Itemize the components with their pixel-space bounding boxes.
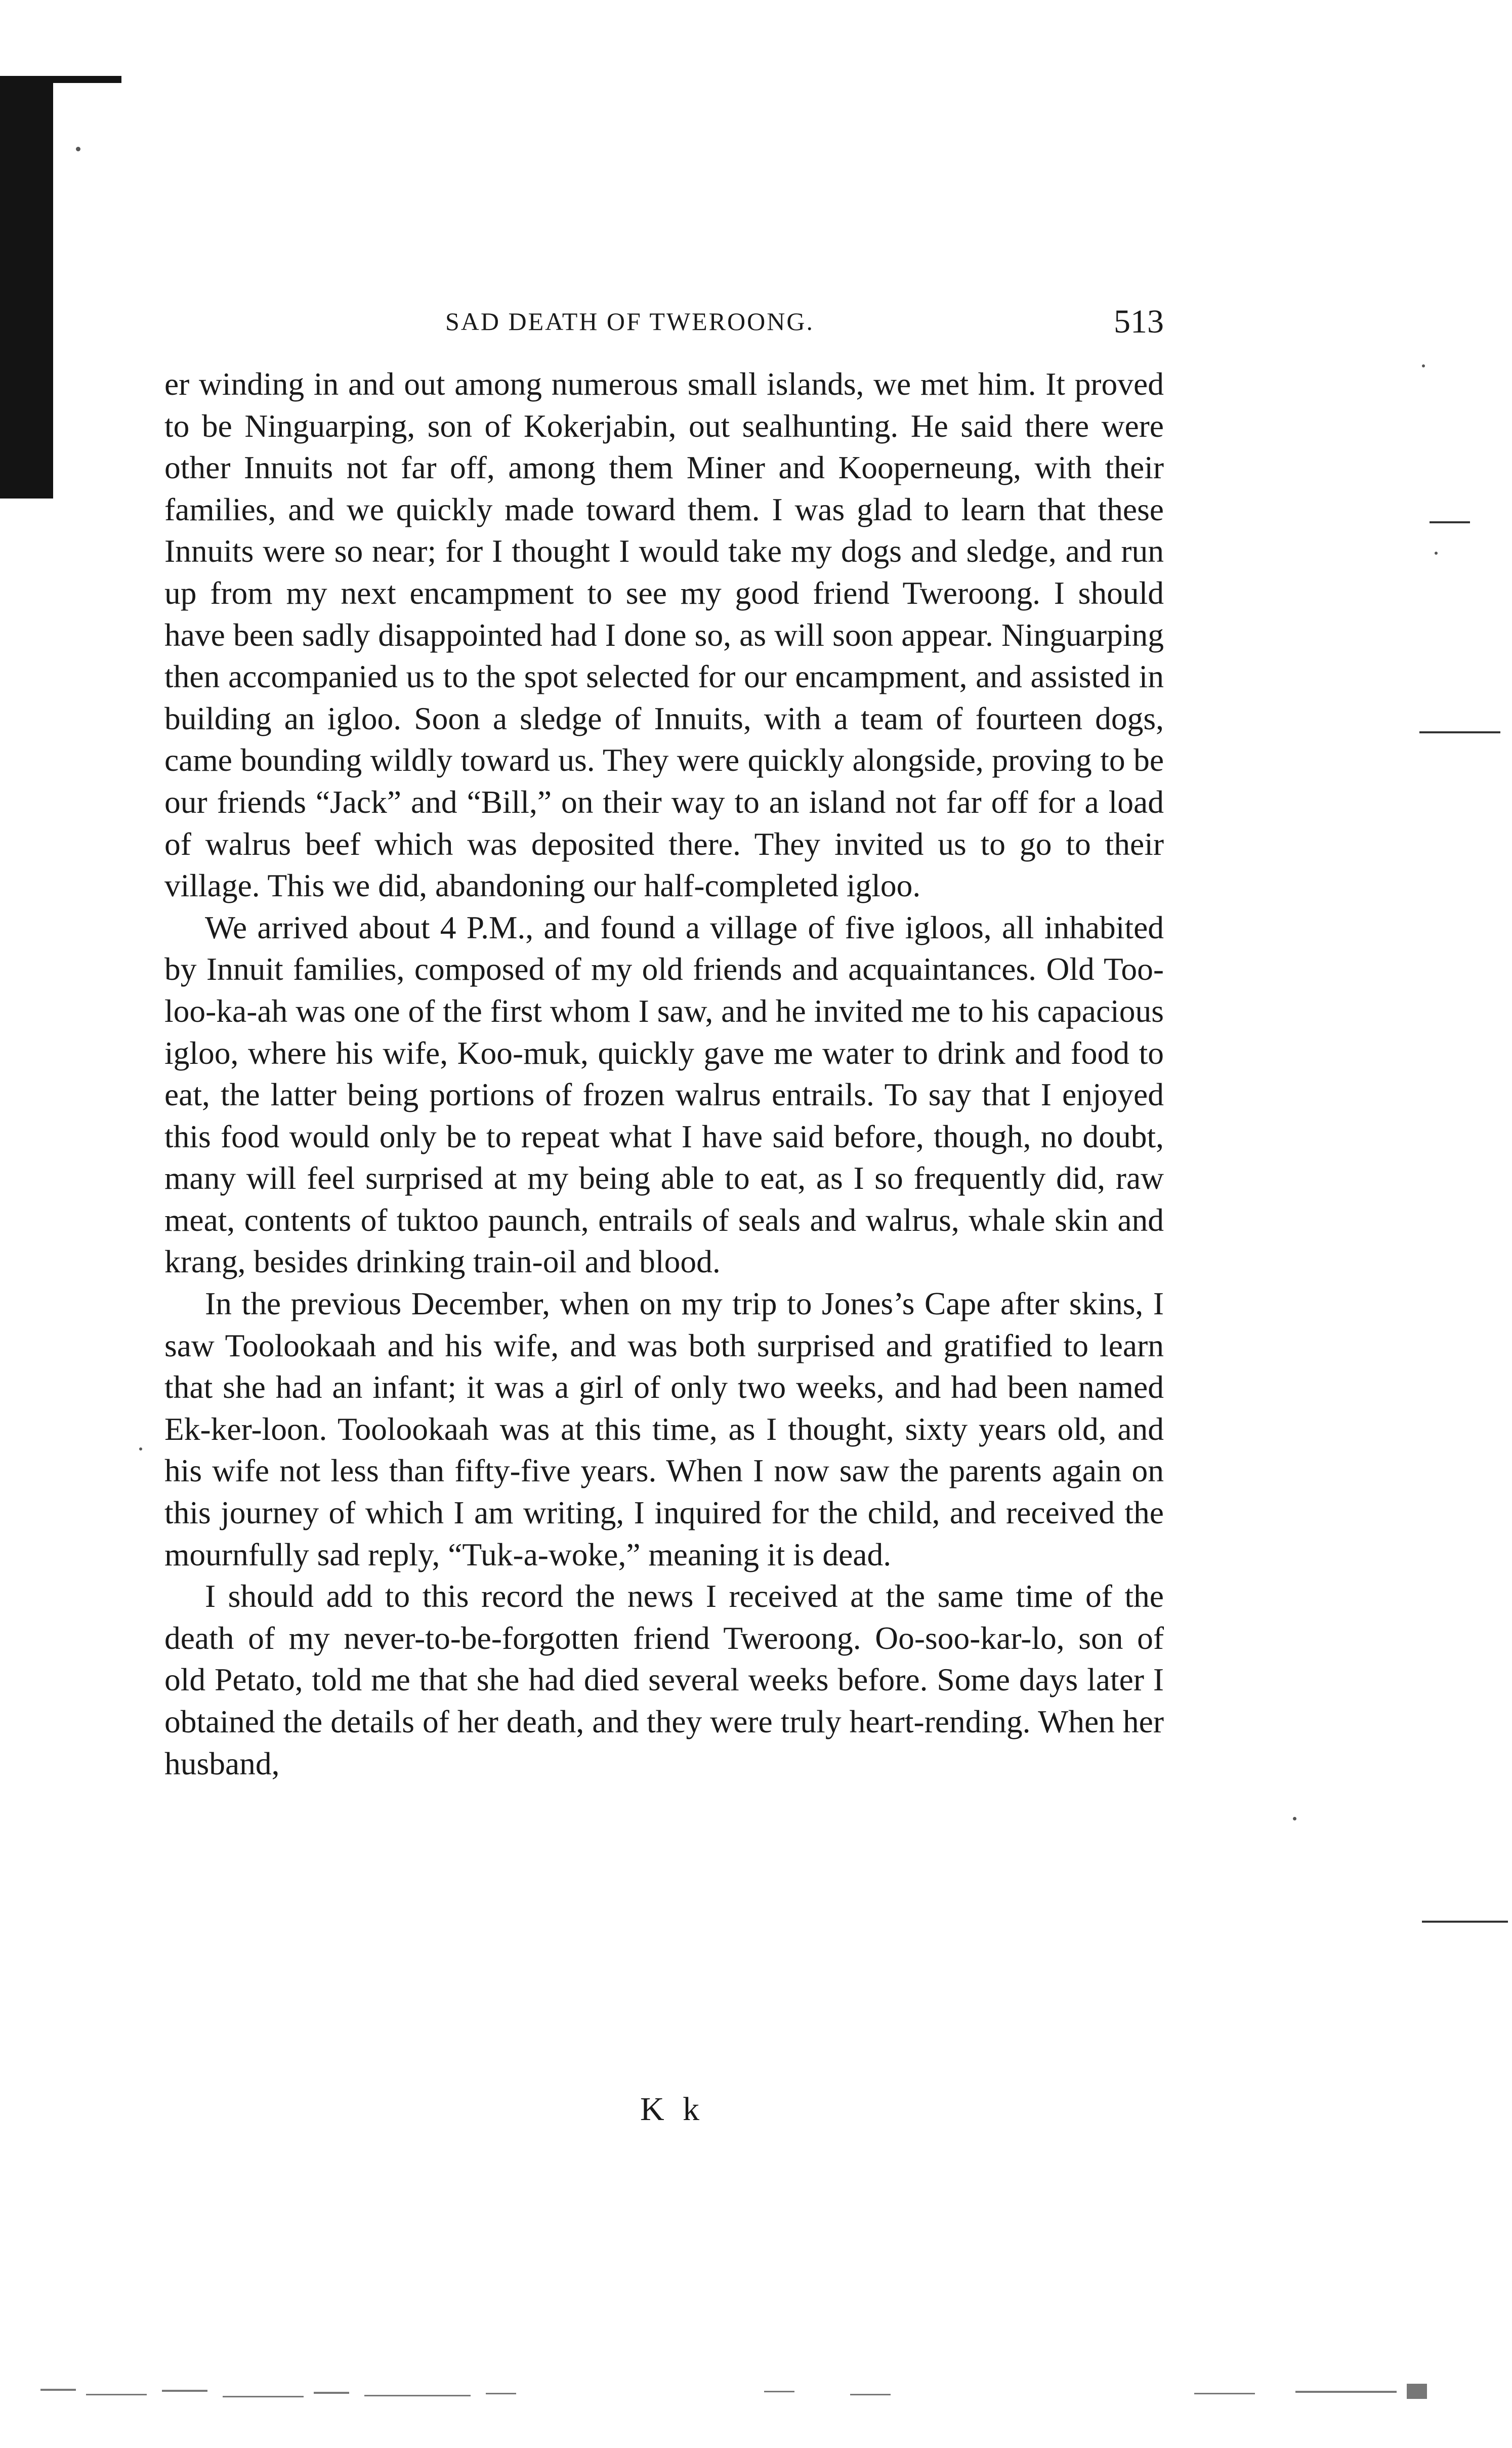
margin-rule <box>1422 1921 1508 1923</box>
paragraph: We arrived about 4 P.M., and found a village of five igloos, all inhabited by Innuit families, composed of my old friends and acquaintances. Old Too-loo-ka-ah was one of the first whom I saw, and he invited me to his capacious igloo, where his wife, Koo-muk, quickly gave me water to drink and food to eat, the latter being portions of frozen walrus entrails. To say that I enjoyed this food would only be to repeat what I have said before, though, no doubt, many will feel surprised at my being able to eat, as I so frequently did, raw meat, contents of tuktoo paunch, entrails of seals and walrus, whale skin and krang, besides drinking train-oil and blood. <box>164 909 1164 1280</box>
signature-mark: K k <box>640 2091 705 2128</box>
running-head: SAD DEATH OF TWEROONG. <box>445 307 814 336</box>
margin-rule <box>1419 731 1500 733</box>
scan-noise <box>30 2379 1478 2409</box>
scan-speck <box>76 147 80 151</box>
scan-edge-bar <box>0 76 53 499</box>
scan-edge-bar-top <box>0 76 121 83</box>
page-header <box>445 303 1164 338</box>
body-text <box>164 363 1164 1785</box>
paragraph: In the previous December, when on my trip to Jones’s Cape after skins, I saw Toolookaah and his wife, and was both surprised and gratified to learn that she had an infant; it was a girl of only two weeks, and had been named Ek-ker-loon. Toolookaah was at this time, as I thought, sixty years old, and his wife not less than fifty-five years. When I now saw the parents again on this journey of which I am writing, I inquired for the child, and received the mournfully sad reply, “Tuk-a-woke,” meaning it is dead. <box>164 1285 1164 1572</box>
paragraph: er winding in and out among numerous small islands, we met him. It proved to be Ninguarping, son of Kokerjabin, out sealhunting. He said there were other Innuits not far off, among them Miner and Kooperneung, with their families, and we quickly made toward them. I was glad to learn that these Innuits were so near; for I thought I would take my dogs and sledge, and run up from my next encampment to see my good friend Tweroong. I should have been sadly disappointed had I done so, as will soon appear. Ninguarping then accompanied us to the spot selected for our encampment, and assisted in building an igloo. Soon a sledge of Innuits, with a team of fourteen dogs, came bounding wildly toward us. They were quickly alongside, proving to be our friends “Jack” and “Bill,” on their way to an island not far off for a load of walrus beef which was deposited there. They invited us to go to their village. This we did, abandoning our half-completed igloo. <box>164 366 1164 904</box>
scan-speck <box>1293 1817 1296 1820</box>
page-number: 513 <box>1114 303 1164 340</box>
margin-rule <box>1430 521 1470 523</box>
paragraph: I should add to this record the news I received at the same time of the death of my never-to-be-forgotten friend Tweroong. Oo-soo-kar-lo, son of old Petato, told me that she had died several weeks before. Some days later I obtained the details of her death, and they were truly heart-rending. When her husband, <box>164 1578 1164 1781</box>
scan-speck <box>1422 364 1425 367</box>
scan-speck <box>139 1447 142 1450</box>
scan-speck <box>1435 552 1438 555</box>
